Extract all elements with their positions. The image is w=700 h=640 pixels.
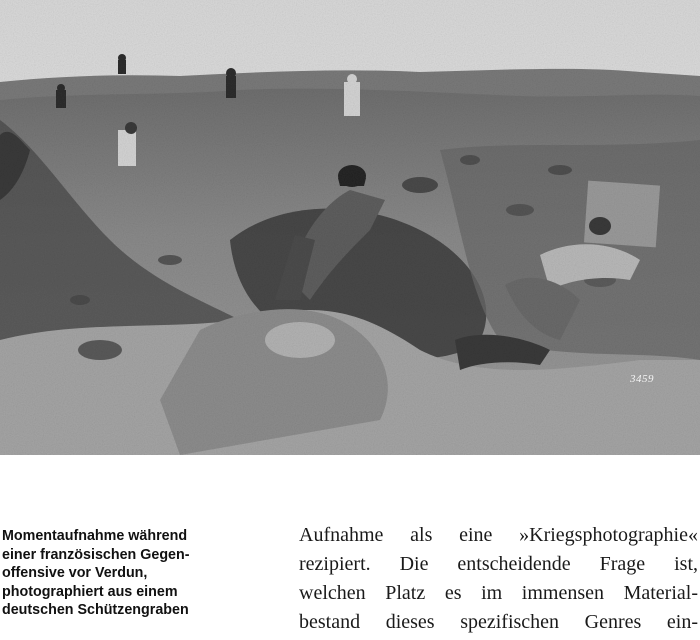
body-line: rezipiert. Die entscheidende Frage ist, [299,553,698,575]
caption-line: Momentaufnahme während [2,528,188,544]
caption-line: einer französischen Gegen- [2,546,190,563]
body-line: welchen Platz es im immensen Material- [299,582,698,604]
caption-line: photographiert aus einem [2,583,178,600]
body-paragraph [299,521,698,637]
caption-line: deutschen Schützengraben [2,602,189,619]
photo-caption [2,527,272,620]
body-line: Aufnahme als eine »Kriegsphotographie« [299,524,698,546]
caption-line: offensive vor Verdun, [2,565,148,582]
photo-number-label: 3459 [630,373,654,385]
body-line: bestand dieses spezifischen Genres ein- [299,611,698,633]
